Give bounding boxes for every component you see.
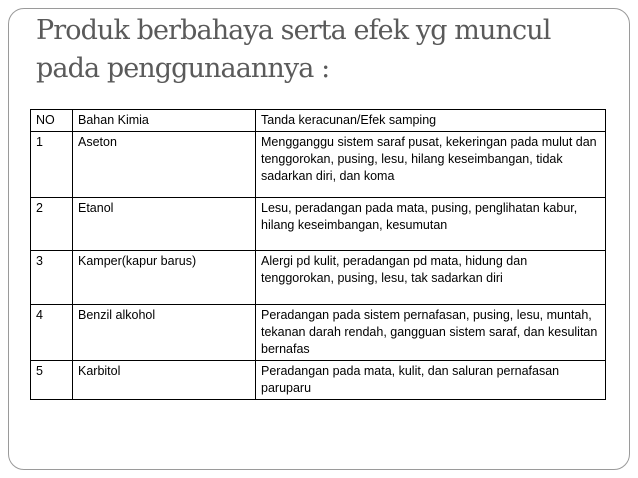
header-efek-samping: Tanda keracunan/Efek samping (256, 110, 606, 132)
cell-bahan-kimia: Etanol (73, 198, 256, 251)
cell-no: 3 (31, 251, 73, 305)
cell-efek-samping: Alergi pd kulit, peradangan pd mata, hidung dan tenggorokan, pusing, lesu, tak sadarkan diri (256, 251, 606, 305)
header-bahan-kimia: Bahan Kimia (73, 110, 256, 132)
cell-no: 4 (31, 305, 73, 361)
cell-no: 1 (31, 132, 73, 198)
cell-bahan-kimia: Karbitol (73, 361, 256, 400)
table-row (31, 305, 606, 361)
table-row (31, 361, 606, 400)
table-row (31, 251, 606, 305)
cell-no: 2 (31, 198, 73, 251)
cell-efek-samping: Peradangan pada mata, kulit, dan saluran pernafasan paruparu (256, 361, 606, 400)
cell-bahan-kimia: Kamper(kapur barus) (73, 251, 256, 305)
cell-bahan-kimia: Benzil alkohol (73, 305, 256, 361)
cell-no: 5 (31, 361, 73, 400)
header-no: NO (31, 110, 73, 132)
cell-efek-samping: Mengganggu sistem saraf pusat, kekeringan pada mulut dan tenggorokan, pusing, lesu, hilang keseimbangan, tidak sadarkan diri, dan koma (256, 132, 606, 198)
cell-efek-samping: Peradangan pada sistem pernafasan, pusing, lesu, muntah, tekanan darah rendah, gangguan sistem saraf, dan kesulitan bernafas (256, 305, 606, 361)
cell-efek-samping: Lesu, peradangan pada mata, pusing, penglihatan kabur, hilang keseimbangan, kesumutan (256, 198, 606, 251)
cell-bahan-kimia: Aseton (73, 132, 256, 198)
slide-title: Produk berbahaya serta efek yg muncul pada penggunaannya : (36, 15, 551, 84)
table-row (31, 132, 606, 198)
table-row (31, 198, 606, 251)
table-header-row (31, 110, 606, 132)
chemicals-table (30, 109, 606, 400)
